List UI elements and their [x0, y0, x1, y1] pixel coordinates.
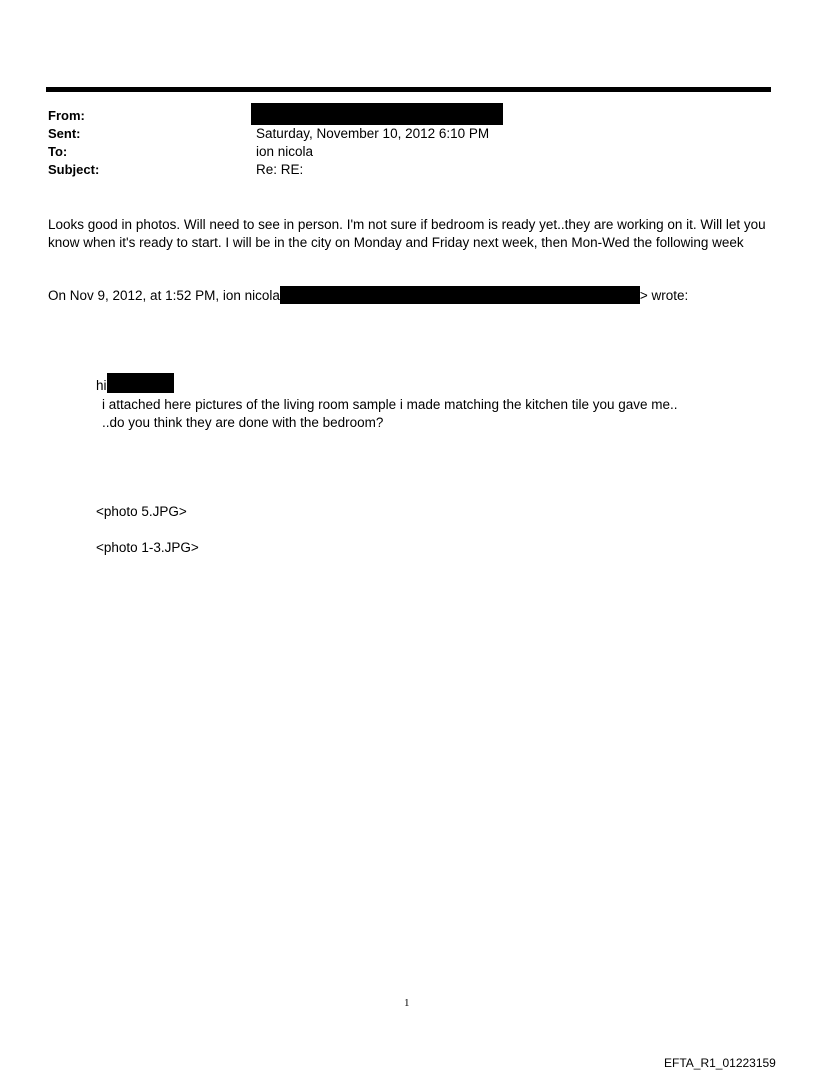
- quoted-line-1: i attached here pictures of the living room sample i made matching the kitchen tile you gave me..: [102, 397, 678, 412]
- subject-value: Re: RE:: [256, 162, 304, 177]
- quoted-greeting: [96, 377, 107, 395]
- header-rule: [46, 87, 771, 92]
- email-redaction: [280, 286, 640, 304]
- sent-label: Sent:: [48, 126, 81, 141]
- message-body: Looks good in photos. Will need to see in person. I'm not sure if bedroom is ready yet..they are working on it. Will let you know when it's ready to start. I will be in the city on Monday and Friday next week, then Mon-Wed the following week: [48, 217, 766, 250]
- attachment-photo-5[interactable]: <photo 5.JPG>: [96, 504, 187, 519]
- attachment-photo-1-3[interactable]: <photo 1-3.JPG>: [96, 540, 199, 555]
- to-label: To:: [48, 144, 68, 159]
- quote-intro-suffix: > wrote:: [639, 288, 689, 303]
- greeting-text: hi: [96, 378, 107, 393]
- quote-intro-prefix: On Nov 9, 2012, at 1:52 PM, ion nicola: [48, 288, 280, 303]
- name-redaction: [107, 373, 174, 393]
- sent-value: Saturday, November 10, 2012 6:10 PM: [256, 126, 490, 141]
- subject-label: Subject:: [48, 162, 100, 177]
- to-value: ion nicola: [256, 144, 314, 159]
- quoted-line-2: ..do you think they are done with the bedroom?: [102, 415, 384, 430]
- page-number: 1: [404, 997, 410, 1009]
- quote-intro: [48, 286, 688, 305]
- bates-number: EFTA_R1_01223159: [664, 1056, 776, 1070]
- from-label: From:: [48, 108, 85, 123]
- from-redaction: [251, 103, 503, 125]
